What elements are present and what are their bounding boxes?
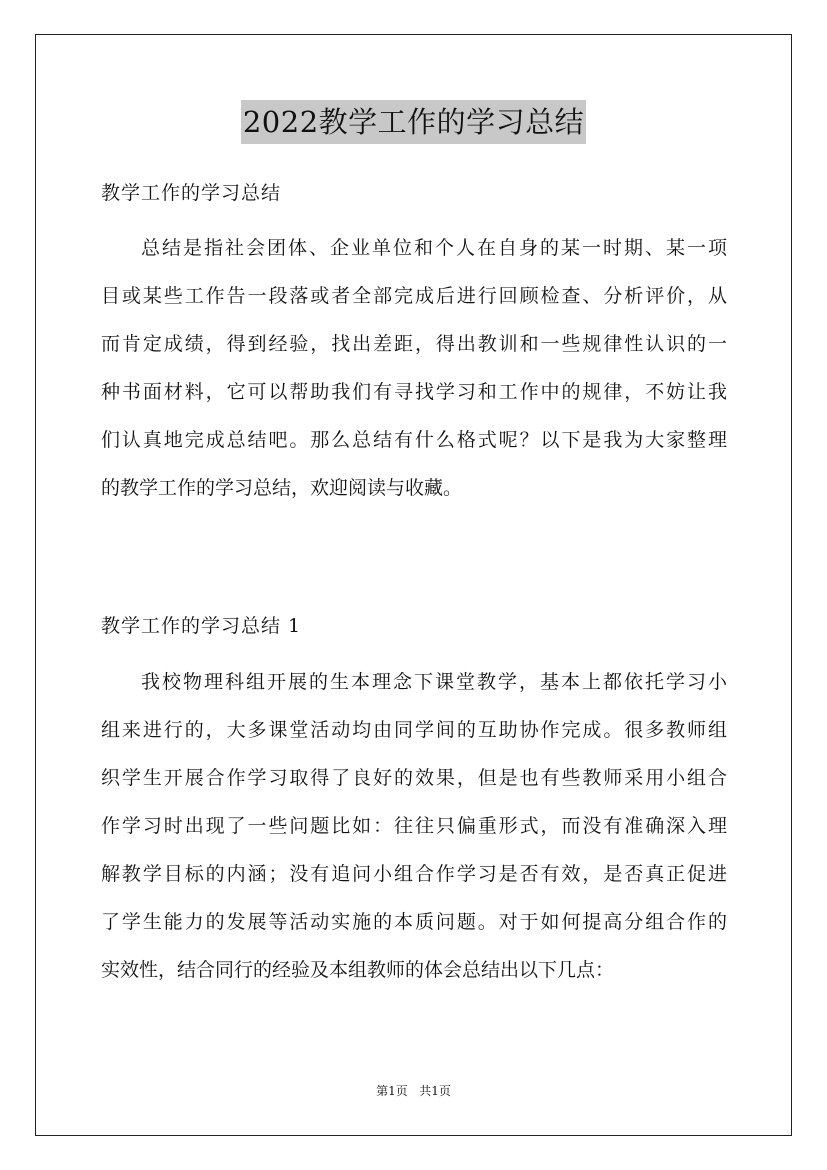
paragraph-line: 组来进行的，大多课堂活动均由同学间的互助协作完成。很多教师组	[101, 719, 727, 741]
paragraph-line: 的教学工作的学习总结，欢迎阅读与收藏。	[101, 477, 463, 499]
section-heading-intro: 教学工作的学习总结	[101, 182, 282, 204]
section1-paragraph	[101, 658, 727, 994]
intro-paragraph	[101, 224, 727, 512]
paragraph-line: 们认真地完成总结吧。那么总结有什么格式呢？以下是我为大家整理	[101, 429, 727, 451]
document-title: 2022教学工作的学习总结	[241, 100, 586, 144]
paragraph-line: 目或某些工作告一段落或者全部完成后进行回顾检查、分析评价，从	[101, 285, 727, 307]
paragraph-line: 解教学目标的内涵；没有追问小组合作学习是否有效，是否真正促进	[101, 863, 727, 885]
page-number-footer: 第1页 共1页	[376, 1084, 451, 1098]
paragraph-line: 了学生能力的发展等活动实施的本质问题。对于如何提高分组合作的	[101, 911, 727, 933]
paragraph-line: 作学习时出现了一些问题比如：往往只偏重形式，而没有准确深入理	[101, 815, 727, 837]
paragraph-line: 总结是指社会团体、企业单位和个人在自身的某一时期、某一项	[141, 237, 727, 259]
title-container	[0, 100, 827, 144]
paragraph-line: 实效性，结合同行的经验及本组教师的体会总结出以下几点：	[101, 959, 615, 981]
paragraph-line: 我校物理科组开展的生本理念下课堂教学，基本上都依托学习小	[141, 671, 727, 693]
paragraph-line: 而肯定成绩，得到经验，找出差距，得出教训和一些规律性认识的一	[101, 333, 727, 355]
paragraph-line: 织学生开展合作学习取得了良好的效果，但是也有些教师采用小组合	[101, 767, 727, 789]
section-heading-1: 教学工作的学习总结 1	[101, 615, 302, 637]
paragraph-line: 种书面材料，它可以帮助我们有寻找学习和工作中的规律，不妨让我	[101, 381, 727, 403]
